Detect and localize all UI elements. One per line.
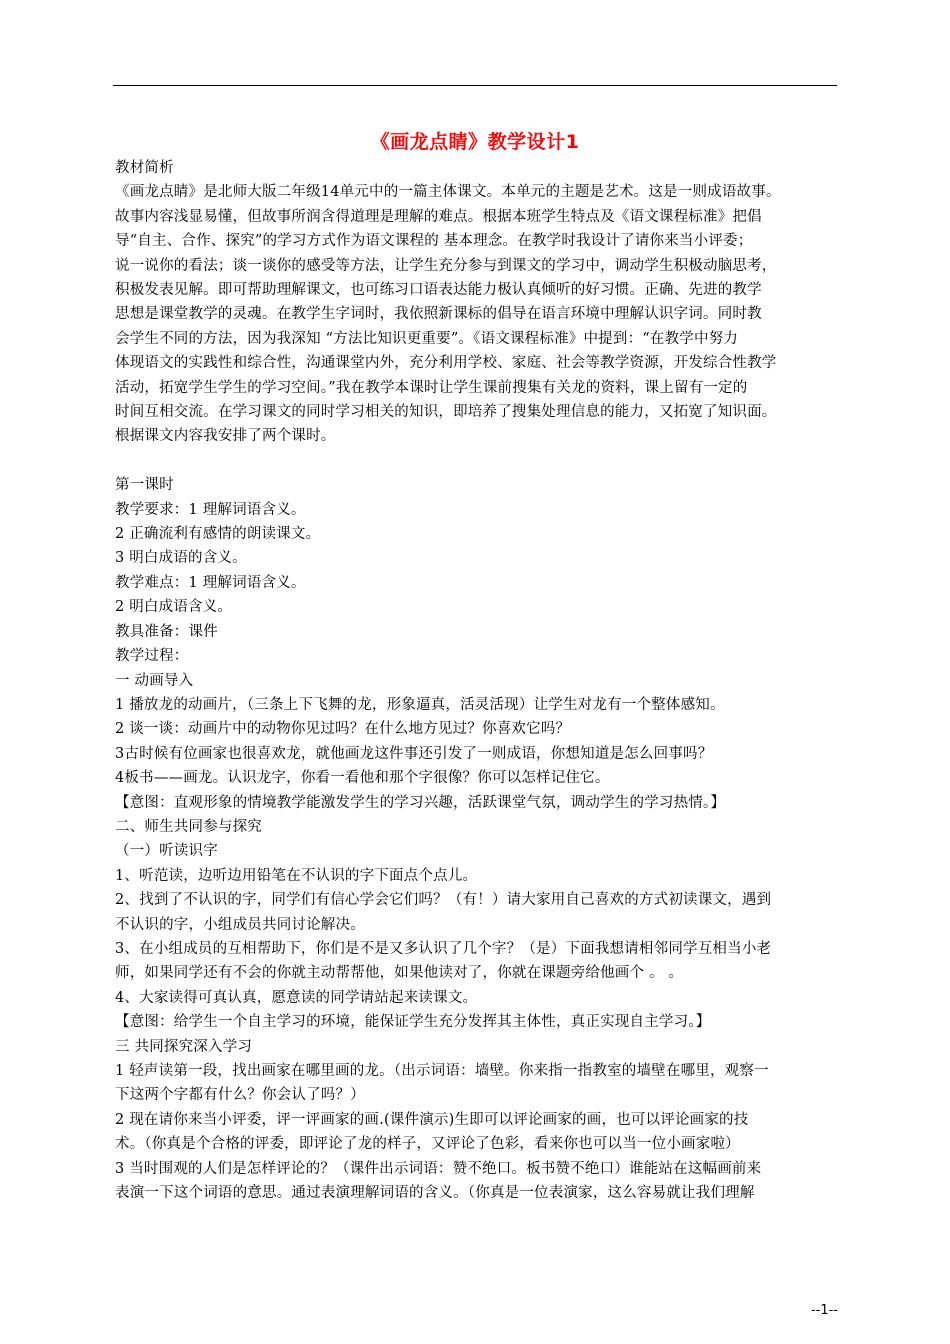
text-line: 【意图：直观形象的情境教学能激发学生的学习兴趣，活跃课堂气氛，调动学生的学习热情。】: [115, 794, 726, 811]
text-line: 表演一下这个词语的意思。通过表演理解词语的含义。（你真是一位表演家，这么容易就让我们理解: [115, 1185, 755, 1202]
text-line: 1、听范读，边听边用铅笔在不认识的字下面点个点儿。: [115, 867, 478, 884]
text-line: 2 正确流利有感情的朗读课文。: [115, 526, 321, 543]
text-line: 2 明白成语含义。: [115, 599, 233, 616]
text-line: 3 明白成语的含义。: [115, 550, 247, 567]
text-line: 时间互相交流。在学习课文的同时学习相关的知识，即培养了搜集处理信息的能力，又拓宽了知识面。: [115, 404, 777, 421]
text-line: 教具准备：课件: [115, 623, 218, 640]
text-line: 4板书——画龙。认识龙字，你看一看他和那个字很像？你可以怎样记住它。: [115, 770, 610, 787]
text-line: 体现语文的实践性和综合性，沟通课堂内外，充分利用学校、家庭、社会等教学资源，开发综合性教学: [115, 355, 777, 372]
text-line: 3古时候有位画家也很喜欢龙，就他画龙这件事还引发了一则成语，你想知道是怎么回事吗？: [115, 745, 713, 762]
text-line: 《画龙点睛》是北师大版二年级14单元中的一篇主体课文。本单元的主题是艺术。这是一则成语故事。: [115, 184, 781, 201]
text-line: 师，如果同学还有不会的你就主动帮帮他，如果他读对了，你就在课题旁给他画个 。 。: [115, 965, 684, 982]
text-line: 不认识的字，小组成员共同讨论解决。: [115, 916, 365, 933]
text-line: 2 谈一谈：动画片中的动物你见过吗？在什么地方见过？你喜欢它吗？: [115, 721, 571, 738]
text-line: 第一课时: [115, 477, 174, 494]
text-line: 根据课文内容我安排了两个课时。: [115, 428, 336, 445]
text-line: 下这两个字都有什么？你会认了吗？）: [115, 1087, 365, 1104]
text-line: 思想是课堂教学的灵魂。在教学生字词时，我依照新课标的倡导在语言环境中理解认识字词。同时教: [115, 306, 762, 323]
text-line: 2 现在请你来当小评委，评一评画家的画.(课件演示)生即可以评论画家的画，也可以评论画家的技: [115, 1111, 749, 1128]
text-line: （一）听读识字: [115, 843, 218, 860]
text-line: 4、大家读得可真认真，愿意读的同学请站起来读课文。: [115, 989, 478, 1006]
text-line: 1 播放龙的动画片，（三条上下飞舞的龙，形象逼真，活灵活现）让学生对龙有一个整体感知。: [115, 696, 725, 713]
text-line: 三 共同探究深入学习: [115, 1038, 253, 1055]
text-line: 教学过程：: [115, 648, 189, 665]
text-line: 教学要求：1 理解词语含义。: [115, 501, 306, 518]
page-number: --1--: [810, 1303, 838, 1318]
text-line: 一 动画导入: [115, 672, 194, 689]
header-rule: [113, 85, 837, 86]
text-line: 3、在小组成员的互相帮助下，你们是不是又多认识了几个字？（是）下面我想请相邻同学互相当小老: [115, 940, 772, 957]
intro-section: [115, 156, 845, 449]
lesson-one-section: [115, 473, 845, 1205]
text-line: 术。（你真是个合格的评委，即评论了龙的样子，又评论了色彩，看来你也可以当一位小画家啦）: [115, 1136, 740, 1153]
text-line: 3 当时围观的人们是怎样评论的？（课件出示词语：赞不绝口。板书赞不绝口）谁能站在这幅画前来: [115, 1160, 762, 1177]
document-body: [115, 156, 845, 1205]
text-line: 二、师生共同参与探究: [115, 818, 262, 835]
text-line: 活动，拓宽学生学生的学习空间。”我在教学本课时让学生课前搜集有关龙的资料，课上留有一定的: [115, 379, 748, 396]
text-line: 导“自主、合作、探究”的学习方式作为语文课程的 基本理念。在教学时我设计了请你来当小评委；: [115, 233, 753, 250]
text-line: 积极发表见解。即可帮助理解课文，也可练习口语表达能力极认真倾听的好习惯。正确、先进的教学: [115, 282, 762, 299]
paragraph-gap: [115, 449, 845, 473]
text-line: 【意图：给学生一个自主学习的环境，能保证学生充分发挥其主体性，真正实现自主学习。】: [115, 1014, 711, 1031]
text-line: 教学难点：1 理解词语含义。: [115, 574, 306, 591]
text-line: 故事内容浅显易懂，但故事所润含得道理是理解的难点。根据本班学生特点及《语文课程标准》把倡: [115, 208, 762, 225]
document-title: 《画龙点睛》教学设计1: [370, 131, 580, 153]
text-line: 教材简析: [115, 160, 174, 176]
text-line: 说一说你的看法；谈一谈你的感受等方法，让学生充分参与到课文的学习中，调动学生积极动脑思考，: [115, 257, 777, 274]
text-line: 会学生不同的方法，因为我深知 “方法比知识更重要”。《语文课程标准》中提到：“在教学中努力: [115, 330, 739, 347]
text-line: 2、找到了不认识的字，同学们有信心学会它们吗？（有！）请大家用自己喜欢的方式初读课文，遇到: [115, 892, 772, 909]
text-line: 1 轻声读第一段，找出画家在哪里画的龙。（出示词语：墙壁。你来指一指教室的墙壁在哪里，观察一: [115, 1063, 769, 1080]
